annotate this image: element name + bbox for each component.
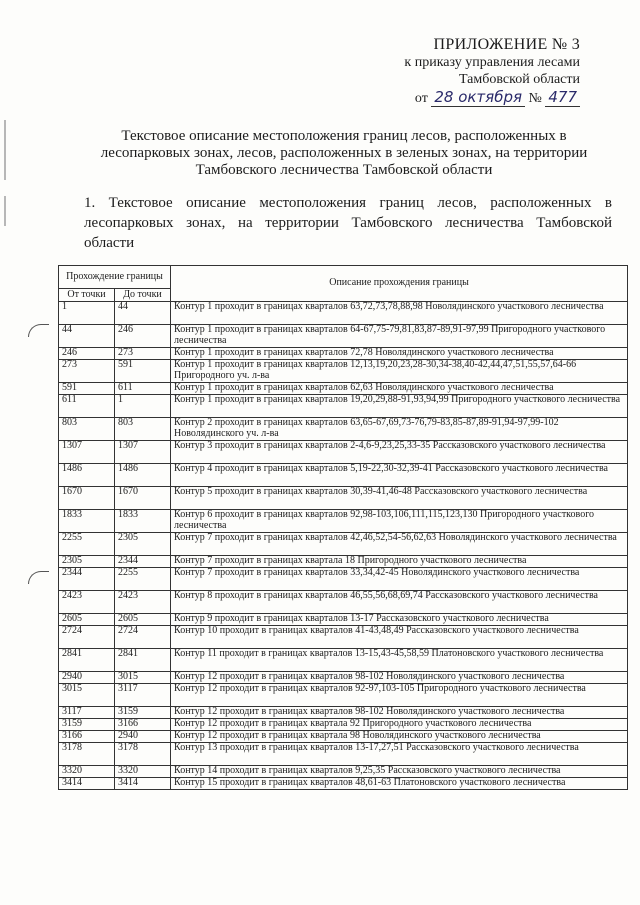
table-row: [59, 778, 628, 790]
cell-description: Контур 1 проходит в границах кварталов 64-67,75-79,81,83,87-89,91-97,99 Пригородного участкового лесничества: [171, 325, 628, 348]
cell-description: Контур 12 проходит в границах кварталов 98-102 Новолядинского участкового лесничества: [171, 672, 628, 684]
scan-edge-mark: [4, 196, 6, 226]
table-row: [59, 302, 628, 325]
cell-to-point: 1833: [115, 510, 171, 533]
cell-description: Контур 14 проходит в границах кварталов 9,25,35 Рассказовского участкового лесничества: [171, 766, 628, 778]
header-from-point: От точки: [59, 289, 115, 302]
cell-to-point: 44: [115, 302, 171, 325]
cell-description: Контур 13 проходит в границах кварталов 13-17,27,51 Рассказовского участкового лесничества: [171, 743, 628, 766]
cell-description: Контур 2 проходит в границах кварталов 63,65-67,69,73-76,79-83,85-87,89-91,94-97,99-102 Новолядинского уч. л-ва: [171, 418, 628, 441]
cell-to-point: 803: [115, 418, 171, 441]
table-row: [59, 684, 628, 707]
cell-to-point: 2344: [115, 556, 171, 568]
cell-to-point: 3166: [115, 719, 171, 731]
cell-from-point: 2605: [59, 614, 115, 626]
cell-from-point: 2255: [59, 533, 115, 556]
cell-from-point: 246: [59, 348, 115, 360]
cell-from-point: 2841: [59, 649, 115, 672]
cell-description: Контур 1 проходит в границах кварталов 19,20,29,88-91,93,94,99 Пригородного участкового лесничества: [171, 395, 628, 418]
table-row: [59, 614, 628, 626]
cell-to-point: 3320: [115, 766, 171, 778]
cell-from-point: 3159: [59, 719, 115, 731]
cell-from-point: 1486: [59, 464, 115, 487]
cell-to-point: 611: [115, 383, 171, 395]
cell-from-point: 3414: [59, 778, 115, 790]
boundary-table: [58, 265, 628, 790]
from-label: от: [414, 90, 428, 106]
cell-from-point: 3320: [59, 766, 115, 778]
appendix-order-line: к приказу управления лесами: [404, 54, 580, 70]
table-row: [59, 510, 628, 533]
cell-description: Контур 1 проходит в границах кварталов 12,13,19,20,23,28-30,34-38,40-42,44,47,51,55,57,64-66 Пригородного уч. л-ва: [171, 360, 628, 383]
cell-from-point: 2423: [59, 591, 115, 614]
table-row: [59, 626, 628, 649]
cell-description: Контур 3 проходит в границах кварталов 2-4,6-9,23,25,33-35 Рассказовского участкового лесничества: [171, 441, 628, 464]
number-label: №: [528, 90, 542, 106]
approval-block: [330, 36, 580, 107]
cell-to-point: 1: [115, 395, 171, 418]
table-row: [59, 487, 628, 510]
table-row: [59, 591, 628, 614]
table-row: [59, 464, 628, 487]
cell-from-point: 611: [59, 395, 115, 418]
cell-from-point: 44: [59, 325, 115, 348]
cell-from-point: 2724: [59, 626, 115, 649]
cell-from-point: 591: [59, 383, 115, 395]
table-row: [59, 441, 628, 464]
table-row: [59, 707, 628, 719]
table-row: [59, 766, 628, 778]
cell-from-point: 2344: [59, 568, 115, 591]
cell-from-point: 3117: [59, 707, 115, 719]
cell-description: Контур 12 проходит в границах кварталов 92-97,103-105 Пригородного участкового лесничества: [171, 684, 628, 707]
cell-to-point: 3015: [115, 672, 171, 684]
cell-description: Контур 1 проходит в границах кварталов 63,72,73,78,88,98 Новолядинского участкового лесничества: [171, 302, 628, 325]
cell-description: Контур 12 проходит в границах квартала 92 Пригородного участкового лесничества: [171, 719, 628, 731]
margin-hole-mark: [28, 571, 49, 584]
table-row: [59, 719, 628, 731]
cell-description: Контур 15 проходит в границах кварталов 48,61-63 Платоновского участкового лесничества: [171, 778, 628, 790]
cell-description: Контур 7 проходит в границах квартала 18 Пригородного участкового лесничества: [171, 556, 628, 568]
cell-from-point: 3166: [59, 731, 115, 743]
cell-description: Контур 1 проходит в границах кварталов 72,78 Новолядинского участкового лесничества: [171, 348, 628, 360]
handwritten-date: 28 октября: [431, 88, 525, 107]
handwritten-number: 477: [545, 88, 580, 107]
cell-to-point: 1670: [115, 487, 171, 510]
cell-description: Контур 7 проходит в границах кварталов 42,46,52,54-56,62,63 Новолядинского участкового лесничества: [171, 533, 628, 556]
table-row: [59, 556, 628, 568]
table-row: [59, 383, 628, 395]
cell-from-point: 2940: [59, 672, 115, 684]
cell-description: Контур 12 проходит в границах кварталов 98-102 Новолядинского участкового лесничества: [171, 707, 628, 719]
cell-to-point: 2724: [115, 626, 171, 649]
table-row: [59, 360, 628, 383]
cell-to-point: 246: [115, 325, 171, 348]
header-passage: Прохождение границы: [59, 266, 171, 289]
cell-from-point: 1307: [59, 441, 115, 464]
cell-to-point: 2841: [115, 649, 171, 672]
cell-description: Контур 6 проходит в границах кварталов 92,98-103,106,111,115,123,130 Пригородного участкового лесничества: [171, 510, 628, 533]
cell-to-point: 3414: [115, 778, 171, 790]
cell-to-point: 1486: [115, 464, 171, 487]
cell-to-point: 2940: [115, 731, 171, 743]
cell-description: Контур 5 проходит в границах кварталов 30,39-41,46-48 Рассказовского участкового лесничества: [171, 487, 628, 510]
cell-description: Контур 8 проходит в границах кварталов 46,55,56,68,69,74 Рассказовского участкового лесничества: [171, 591, 628, 614]
cell-description: Контур 10 проходит в границах кварталов 41-43,48,49 Рассказовского участкового лесничества: [171, 626, 628, 649]
cell-to-point: 1307: [115, 441, 171, 464]
cell-from-point: 1670: [59, 487, 115, 510]
cell-to-point: 2255: [115, 568, 171, 591]
cell-description: Контур 12 проходит в границах квартала 98 Новолядинского участкового лесничества: [171, 731, 628, 743]
table-row: [59, 348, 628, 360]
table-row: [59, 649, 628, 672]
cell-to-point: 3159: [115, 707, 171, 719]
cell-to-point: 2305: [115, 533, 171, 556]
cell-to-point: 2423: [115, 591, 171, 614]
scan-edge-mark: [4, 120, 6, 180]
cell-description: Контур 7 проходит в границах кварталов 33,34,42-45 Новолядинского участкового лесничества: [171, 568, 628, 591]
table-row: [59, 325, 628, 348]
margin-hole-mark: [28, 324, 49, 337]
table-row: [59, 672, 628, 684]
appendix-date-line: [330, 89, 580, 108]
appendix-title: ПРИЛОЖЕНИЕ № 3: [433, 36, 580, 53]
cell-to-point: 3178: [115, 743, 171, 766]
cell-from-point: 3015: [59, 684, 115, 707]
cell-to-point: 273: [115, 348, 171, 360]
cell-from-point: 3178: [59, 743, 115, 766]
section-title: 1. Текстовое описание местоположения границ лесов, расположенных в лесопарковых зонах, на территории Тамбовского лесничества Тамбовской области: [84, 195, 612, 251]
appendix-region-line: Тамбовской области: [458, 72, 580, 87]
header-to-point: До точки: [115, 289, 171, 302]
table-row: [59, 395, 628, 418]
cell-to-point: 2605: [115, 614, 171, 626]
cell-from-point: 1833: [59, 510, 115, 533]
document-heading: Текстовое описание местоположения границ лесов, расположенных в лесопарковых зонах, лесов, расположенных в зеленых зонах, на территории Тамбовского лесничества Тамбовской области: [100, 128, 588, 178]
cell-description: Контур 11 проходит в границах кварталов 13-15,43-45,58,59 Платоновского участкового лесничества: [171, 649, 628, 672]
cell-from-point: 1: [59, 302, 115, 325]
cell-to-point: 591: [115, 360, 171, 383]
cell-to-point: 3117: [115, 684, 171, 707]
table-row: [59, 743, 628, 766]
table-row: [59, 568, 628, 591]
table-row: [59, 418, 628, 441]
cell-from-point: 803: [59, 418, 115, 441]
cell-description: Контур 1 проходит в границах кварталов 62,63 Новолядинского участкового лесничества: [171, 383, 628, 395]
table-row: [59, 731, 628, 743]
cell-description: Контур 4 проходит в границах кварталов 5,19-22,30-32,39-41 Рассказовского участкового лесничества: [171, 464, 628, 487]
cell-description: Контур 9 проходит в границах кварталов 13-17 Рассказовского участкового лесничества: [171, 614, 628, 626]
cell-from-point: 273: [59, 360, 115, 383]
table-row: [59, 533, 628, 556]
header-description: Описание прохождения границы: [171, 266, 628, 302]
cell-from-point: 2305: [59, 556, 115, 568]
